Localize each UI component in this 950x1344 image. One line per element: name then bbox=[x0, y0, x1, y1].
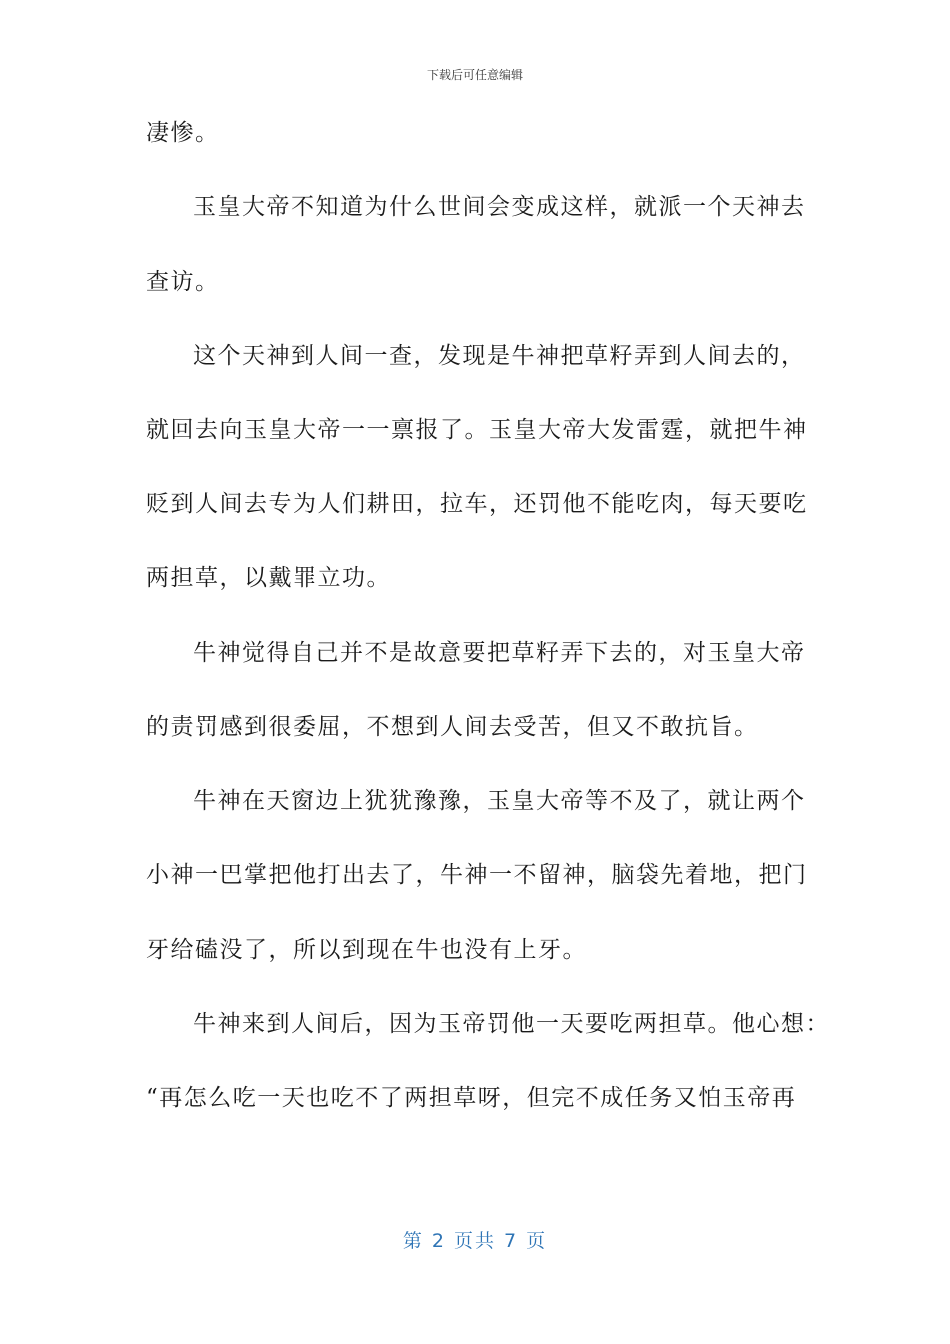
text-line: 凄惨。 bbox=[146, 120, 220, 146]
page-footer bbox=[0, 1226, 950, 1253]
footer-middle: 页共 bbox=[453, 1230, 496, 1252]
footer-suffix: 页 bbox=[526, 1230, 548, 1252]
text-line: 小神一巴掌把他打出去了，牛神一不留神，脑袋先着地，把门 bbox=[146, 862, 808, 888]
text-line: “再怎么吃一天也吃不了两担草呀，但完不成任务又怕玉帝再 bbox=[146, 1085, 797, 1111]
footer-page-number: 2 bbox=[431, 1230, 446, 1252]
footer-prefix: 第 bbox=[402, 1230, 424, 1252]
text-line: 牛神在天窗边上犹犹豫豫，玉皇大帝等不及了，就让两个 bbox=[193, 788, 806, 814]
text-line: 玉皇大帝不知道为什么世间会变成这样，就派一个天神去 bbox=[193, 194, 806, 220]
text-line: 的责罚感到很委屈，不想到人间去受苦，但又不敢抗旨。 bbox=[146, 714, 759, 740]
text-line: 牙给磕没了，所以到现在牛也没有上牙。 bbox=[146, 937, 587, 963]
page-header: 下载后可任意编辑 bbox=[426, 68, 523, 82]
text-line: 贬到人间去专为人们耕田，拉车，还罚他不能吃肉，每天要吃 bbox=[146, 491, 808, 517]
text-line: 查访。 bbox=[146, 269, 220, 295]
text-line: 牛神来到人间后，因为玉帝罚他一天要吃两担草。他心想： bbox=[193, 1011, 830, 1037]
text-line: 两担草，以戴罪立功。 bbox=[146, 565, 391, 591]
text-line: 牛神觉得自己并不是故意要把草籽弄下去的，对玉皇大帝 bbox=[193, 640, 806, 666]
footer-total-pages: 7 bbox=[504, 1230, 519, 1252]
text-line: 就回去向玉皇大帝一一禀报了。玉皇大帝大发雷霆，就把牛神 bbox=[146, 417, 808, 443]
text-line: 这个天神到人间一查，发现是牛神把草籽弄到人间去的， bbox=[193, 343, 806, 369]
